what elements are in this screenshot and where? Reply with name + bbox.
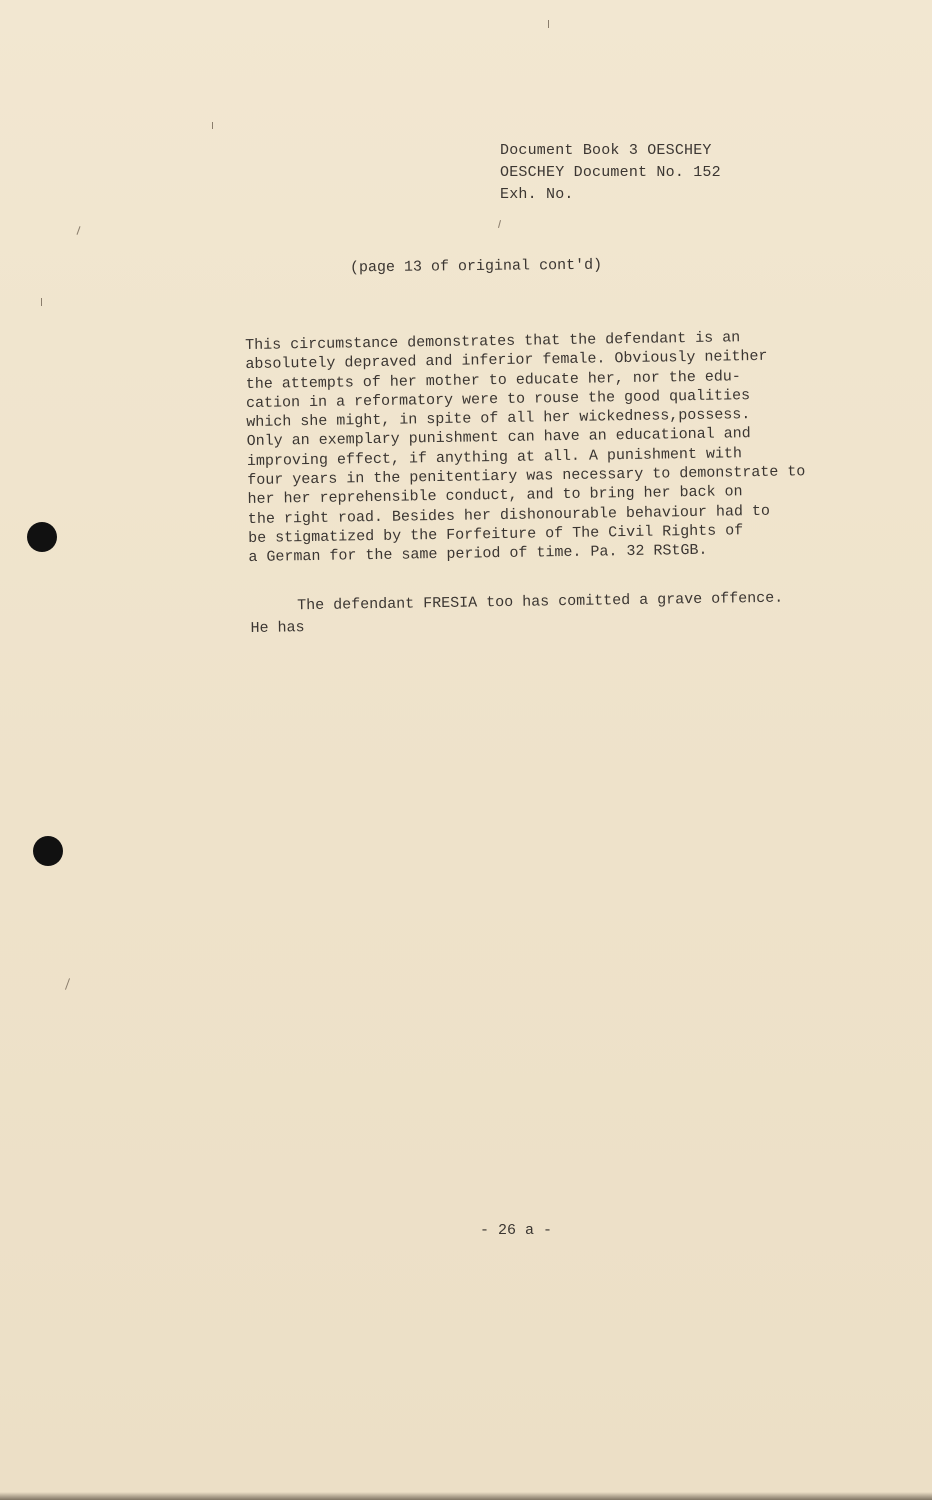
paragraph-1: [245, 327, 807, 567]
body-line: the right road. Besides her dishonourable behaviour had to: [247, 502, 771, 528]
speck: [212, 122, 213, 129]
body-line: improving effect, if anything at all. A punishment with: [246, 444, 743, 470]
punch-hole-lower: [33, 836, 63, 866]
document-header: [500, 140, 721, 206]
speck: [41, 298, 42, 306]
header-document-book: Document Book 3 OESCHEY: [500, 142, 712, 159]
body-line: the attempts of her mother to educate her, nor the edu-: [245, 367, 741, 393]
body-line: absolutely depraved and inferior female. Obviously neither: [245, 348, 768, 374]
body-line: cation in a reformatory were to rouse the good qualities: [245, 386, 751, 412]
continuation-note: (page 13 of original cont'd): [349, 256, 603, 277]
body-line: This circumstance demonstrates that the defendant is an: [245, 329, 741, 354]
paragraph-2: [250, 588, 784, 640]
body-line: be stigmatized by the Forfeiture of The Civil Rights of: [248, 522, 744, 547]
header-exhibit-number: Exh. No.: [500, 186, 574, 203]
body-line: The defendant FRESIA too has comitted a grave offence.: [297, 589, 784, 615]
body-line: her her reprehensible conduct, and to bring her back on: [247, 483, 743, 509]
header-document-number: OESCHEY Document No. 152: [500, 164, 721, 181]
body-line: Only an exemplary punishment can have an educational and: [246, 425, 751, 451]
speck: [65, 978, 70, 990]
page-bottom-edge: [0, 1492, 932, 1500]
body-line: four years in the penitentiary was necessary to demonstrate to: [247, 463, 806, 490]
punch-hole-upper: [27, 522, 57, 552]
body-line: He has: [250, 619, 305, 637]
speck: [548, 20, 549, 28]
page-number: - 26 a -: [480, 1222, 553, 1239]
speck: [498, 220, 501, 228]
body-line: a German for the same period of time. Pa. 32 RStGB.: [248, 542, 708, 567]
body-line: which she might, in spite of all her wickedness,possess.: [246, 406, 751, 432]
speck: [76, 226, 80, 235]
